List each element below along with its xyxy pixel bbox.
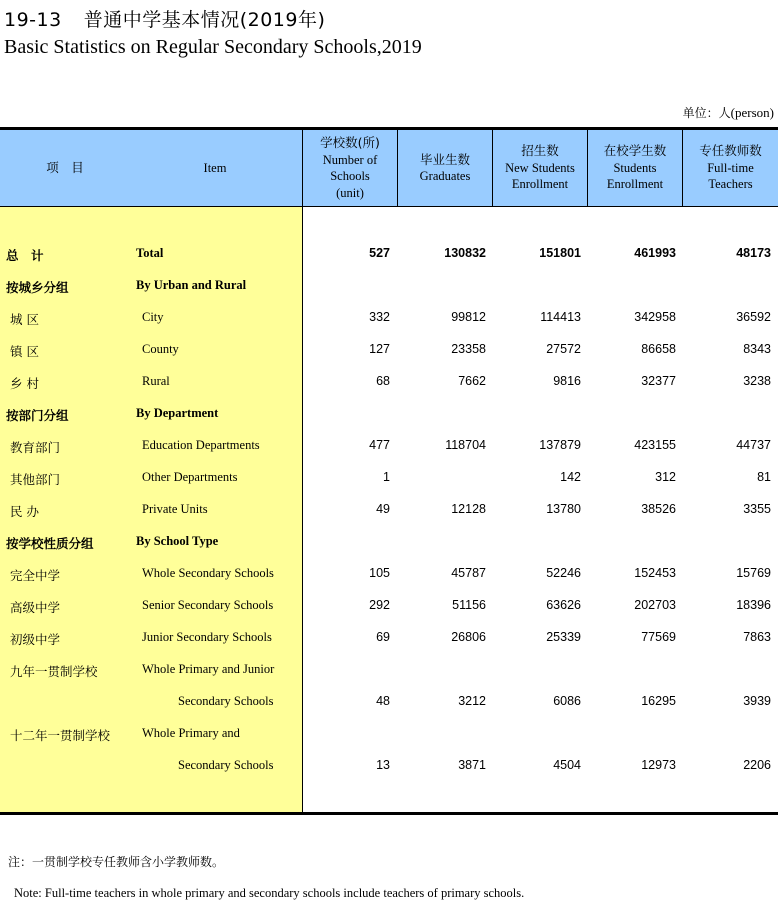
table-row (0, 566, 778, 586)
cell-value: 118704 (445, 438, 486, 452)
item-cn: 初级中学 (10, 632, 61, 647)
item-cn: 镇 区 (10, 344, 39, 359)
cell-value: 312 (655, 470, 676, 484)
cell-value: 477 (369, 438, 390, 452)
header-cn: 学校数(所) (320, 135, 380, 150)
cell-value: 1 (383, 470, 390, 484)
cell-value: 151801 (539, 246, 581, 260)
header-teachers (683, 130, 778, 206)
table-row (0, 502, 778, 522)
header-cn: 招生数 (521, 143, 559, 159)
header-cn: 在校学生数 (603, 143, 667, 159)
item-en: By Department (136, 406, 219, 420)
bottom-rule (0, 812, 778, 815)
item-cn: 按部门分组 (6, 408, 69, 423)
table-row (0, 726, 778, 746)
item-cn: 总 计 (6, 248, 44, 263)
unit-cn: 单位：人 (682, 106, 731, 120)
cell-value: 423155 (634, 438, 676, 452)
table-row (0, 310, 778, 330)
table-row (0, 342, 778, 362)
header-en: Students (613, 160, 657, 175)
cell-value: 36592 (736, 310, 771, 324)
statistics-table (0, 127, 778, 815)
note-chinese: 注：一贯制学校专任教师含小学教师数。 (8, 855, 225, 869)
item-en: Whole Primary and (142, 726, 240, 740)
cell-value: 105 (369, 566, 390, 580)
cell-value: 16295 (641, 694, 676, 708)
header-en: Number of (322, 152, 378, 167)
header-en: New Students (505, 160, 575, 175)
table-row (0, 758, 778, 778)
group-row (0, 534, 778, 554)
item-en: County (142, 342, 179, 356)
header-en: (unit) (336, 185, 364, 200)
cell-value: 152453 (634, 566, 676, 580)
cell-value: 26806 (451, 630, 486, 644)
item-en: Whole Secondary Schools (142, 566, 274, 580)
header-item-en-text: Item (203, 160, 227, 175)
header-en: Teachers (708, 177, 753, 192)
item-en: Whole Primary and Junior (142, 662, 275, 676)
table-row (0, 662, 778, 682)
item-cn: 按学校性质分组 (6, 536, 94, 551)
cell-value: 49 (376, 502, 390, 516)
cell-value: 7863 (743, 630, 771, 644)
item-cn: 城 区 (10, 312, 39, 327)
table-title-chinese (4, 5, 325, 32)
cell-value: 44737 (736, 438, 771, 452)
cell-value: 12128 (451, 502, 486, 516)
cell-value: 130832 (444, 246, 486, 260)
table-row (0, 470, 778, 490)
cell-value: 81 (757, 470, 771, 484)
item-en: Secondary Schools (178, 758, 274, 772)
header-new-students (493, 130, 587, 206)
table-row (0, 438, 778, 458)
cell-value: 6086 (553, 694, 581, 708)
cell-value: 25339 (546, 630, 581, 644)
cell-value: 48173 (736, 246, 771, 260)
item-en: Senior Secondary Schools (142, 598, 274, 612)
cell-value: 45787 (451, 566, 486, 580)
cell-value: 142 (560, 470, 581, 484)
group-row (0, 278, 778, 298)
cell-value: 8343 (743, 342, 771, 356)
cell-value: 7662 (458, 374, 486, 388)
item-cn: 完全中学 (10, 568, 61, 583)
cell-value: 51156 (452, 598, 486, 612)
item-en: Junior Secondary Schools (142, 630, 272, 644)
header-en: Enrollment (511, 177, 569, 192)
header-en: Full-time (707, 160, 754, 175)
cell-value: 48 (376, 694, 390, 708)
item-cn: 高级中学 (10, 600, 61, 615)
table-title-english: Basic Statistics on Regular Secondary Schools,2019 (4, 36, 422, 58)
header-students-enrollment (588, 130, 682, 206)
cell-value: 3238 (743, 374, 771, 388)
cell-value: 32377 (641, 374, 676, 388)
item-en: Education Departments (142, 438, 260, 452)
cell-value: 2206 (743, 758, 771, 772)
table-row (0, 694, 778, 714)
cell-value: 13780 (546, 502, 581, 516)
cell-value: 3355 (743, 502, 771, 516)
table-row (0, 598, 778, 618)
cell-value: 332 (369, 310, 390, 324)
note-english: Note: Full-time teachers in whole primary and secondary schools include teachers of primary schools. (14, 886, 525, 900)
item-en: City (142, 310, 164, 324)
cell-value: 4504 (553, 758, 581, 772)
item-en: Other Departments (142, 470, 238, 484)
title-cn-text: 普通中学基本情况(2019年) (83, 9, 326, 31)
table-row (0, 374, 778, 394)
cell-value: 99812 (451, 310, 486, 324)
cell-value: 27572 (546, 342, 581, 356)
header-en: Schools (330, 169, 370, 183)
cell-value: 68 (376, 374, 390, 388)
cell-value: 342958 (634, 310, 676, 324)
total-row (0, 246, 778, 266)
cell-value: 18396 (736, 598, 771, 612)
cell-value: 127 (369, 342, 390, 356)
item-en: By School Type (136, 534, 219, 548)
header-cn: 毕业生数 (419, 151, 470, 167)
unit-en: (person) (730, 105, 774, 120)
item-cn: 教育部门 (10, 440, 61, 455)
cell-value: 63626 (546, 598, 581, 612)
cell-value: 38526 (641, 502, 676, 516)
cell-value: 137879 (539, 438, 581, 452)
header-item-cn (0, 130, 130, 206)
header-schools (303, 130, 397, 206)
cell-value: 461993 (634, 246, 676, 260)
group-row (0, 406, 778, 426)
cell-value: 114413 (540, 310, 581, 324)
header-en: Enrollment (606, 177, 664, 192)
cell-value: 23358 (451, 342, 486, 356)
item-en: Rural (142, 374, 170, 388)
cell-value: 3871 (458, 758, 486, 772)
header-item-cn-text: 项 目 (46, 159, 84, 175)
cell-value: 69 (376, 630, 390, 644)
table-number: 19-13 (4, 9, 62, 31)
item-cn: 按城乡分组 (6, 280, 69, 295)
cell-value: 15769 (736, 566, 771, 580)
header-rule (0, 206, 778, 207)
item-en: Total (136, 246, 164, 260)
cell-value: 3212 (458, 694, 486, 708)
item-en: By Urban and Rural (136, 278, 247, 292)
item-cn: 十二年一贯制学校 (10, 728, 111, 743)
cell-value: 52246 (546, 566, 581, 580)
cell-value: 77569 (641, 630, 676, 644)
cell-value: 3939 (743, 694, 771, 708)
item-cn: 九年一贯制学校 (10, 664, 98, 679)
item-cn: 乡 村 (10, 376, 39, 391)
item-en: Secondary Schools (178, 694, 274, 708)
cell-value: 202703 (634, 598, 676, 612)
cell-value: 292 (369, 598, 390, 612)
item-cn: 其他部门 (10, 472, 61, 487)
cell-value: 9816 (553, 374, 581, 388)
header-en: Graduates (419, 169, 471, 183)
cell-value: 12973 (641, 758, 676, 772)
item-en: Private Units (142, 502, 208, 516)
header-item-en (130, 130, 300, 206)
item-cn: 民 办 (10, 504, 39, 519)
header-cn: 专任教师数 (699, 143, 762, 159)
cell-value: 527 (369, 246, 390, 260)
cell-value: 13 (376, 758, 390, 772)
table-row (0, 630, 778, 650)
unit-label (683, 104, 774, 121)
header-graduates (398, 130, 492, 206)
cell-value: 86658 (641, 342, 676, 356)
